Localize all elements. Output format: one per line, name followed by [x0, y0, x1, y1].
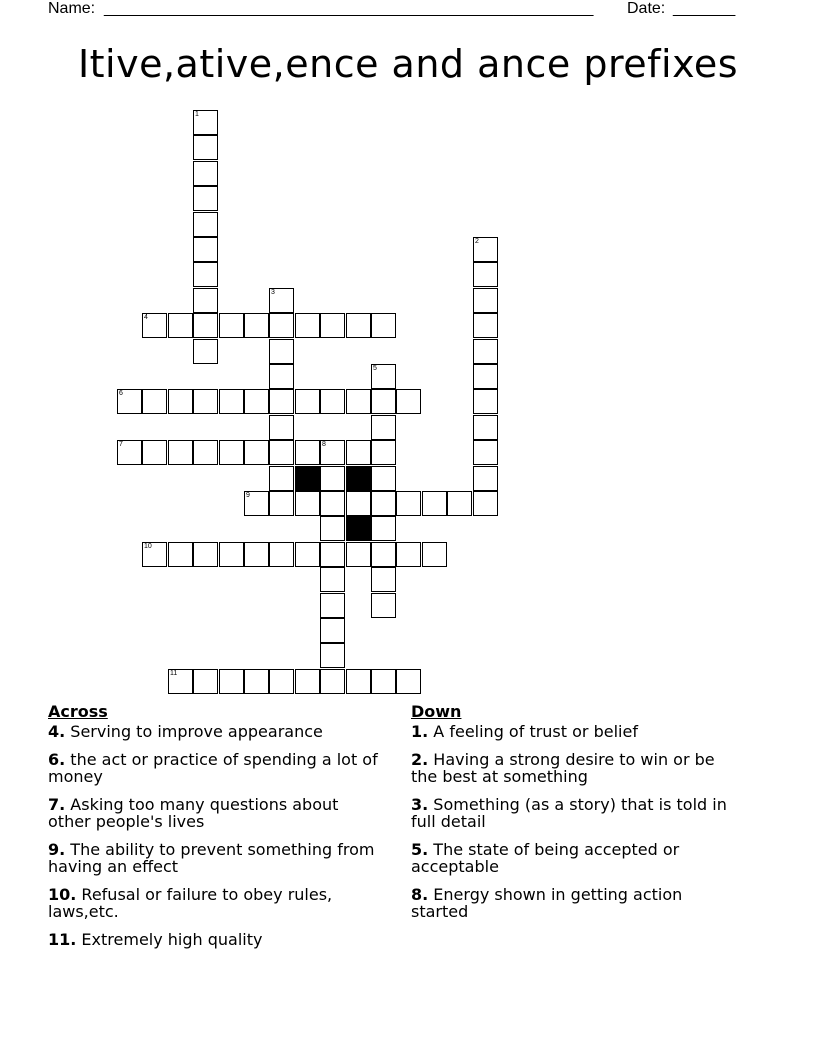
clue-text: Having a strong desire to win or be the best at something — [411, 750, 715, 786]
clue-text: Something (as a story) that is told in full detail — [411, 795, 727, 831]
grid-cell[interactable] — [320, 593, 345, 618]
clue-number-label: 7 — [119, 441, 123, 448]
grid-cell[interactable] — [473, 389, 498, 414]
down-clues — [411, 703, 741, 931]
down-clue — [411, 723, 741, 740]
clue-number: 11. — [48, 930, 77, 949]
grid-cell[interactable] — [320, 440, 345, 465]
grid-cell[interactable] — [473, 364, 498, 389]
grid-cell[interactable] — [371, 389, 396, 414]
grid-cell[interactable] — [219, 389, 244, 414]
across-clues — [48, 703, 378, 959]
page-title: Itive,ative,ence and ance prefixes — [77, 42, 739, 86]
black-cell — [295, 466, 320, 491]
grid-cell[interactable] — [219, 542, 244, 567]
clue-number-label: 1 — [195, 111, 199, 118]
grid-cell[interactable] — [473, 466, 498, 491]
clue-number: 1. — [411, 722, 429, 741]
grid-cell[interactable] — [371, 415, 396, 440]
clue-number: 10. — [48, 885, 77, 904]
grid-cell[interactable] — [193, 389, 218, 414]
clue-number: 6. — [48, 750, 66, 769]
clue-number-label: 8 — [322, 441, 326, 448]
across-clue — [48, 723, 378, 740]
down-clue — [411, 841, 741, 875]
clue-number-label: 3 — [271, 289, 275, 296]
grid-cell[interactable] — [193, 440, 218, 465]
grid-cell[interactable] — [473, 339, 498, 364]
grid-cell[interactable] — [320, 466, 345, 491]
grid-cell[interactable] — [320, 643, 345, 668]
grid-cell[interactable] — [320, 618, 345, 643]
clue-number: 2. — [411, 750, 429, 769]
clue-text: The state of being accepted or acceptable — [411, 840, 680, 876]
grid-cell[interactable] — [396, 389, 421, 414]
grid-cell[interactable] — [193, 313, 218, 338]
grid-cell[interactable] — [371, 593, 396, 618]
grid-cell[interactable] — [371, 567, 396, 592]
clue-number: 7. — [48, 795, 66, 814]
grid-cell[interactable] — [269, 491, 294, 516]
grid-cell[interactable] — [346, 669, 371, 694]
clue-number-label: 6 — [119, 390, 123, 397]
clue-text: Asking too many questions about other people's lives — [48, 795, 339, 831]
grid-cell[interactable] — [142, 313, 167, 338]
grid-cell[interactable] — [295, 542, 320, 567]
grid-cell[interactable] — [168, 389, 193, 414]
grid-cell[interactable] — [269, 288, 294, 313]
grid-cell[interactable] — [295, 440, 320, 465]
grid-cell[interactable] — [269, 669, 294, 694]
grid-cell[interactable] — [473, 491, 498, 516]
grid-cell[interactable] — [269, 339, 294, 364]
grid-cell[interactable] — [295, 491, 320, 516]
grid-cell[interactable] — [219, 313, 244, 338]
grid-cell[interactable] — [396, 669, 421, 694]
across-clue — [48, 796, 378, 830]
name-blank[interactable]: _______________________________________________________ — [104, 0, 594, 17]
grid-cell[interactable] — [269, 415, 294, 440]
grid-cell[interactable] — [269, 389, 294, 414]
grid-cell[interactable] — [142, 440, 167, 465]
grid-cell[interactable] — [269, 364, 294, 389]
grid-cell[interactable] — [346, 313, 371, 338]
grid-cell[interactable] — [422, 542, 447, 567]
clue-number: 8. — [411, 885, 429, 904]
grid-cell[interactable] — [295, 669, 320, 694]
grid-cell[interactable] — [193, 669, 218, 694]
grid-cell[interactable] — [193, 339, 218, 364]
grid-cell[interactable] — [371, 313, 396, 338]
clue-number: 4. — [48, 722, 66, 741]
across-clue — [48, 886, 378, 920]
across-clue-list — [48, 723, 378, 948]
clue-number-label: 2 — [475, 238, 479, 245]
grid-cell[interactable] — [346, 542, 371, 567]
grid-cell[interactable] — [346, 389, 371, 414]
grid-cell[interactable] — [193, 110, 218, 135]
grid-cell[interactable] — [473, 313, 498, 338]
grid-cell[interactable] — [346, 491, 371, 516]
across-clue — [48, 931, 378, 948]
grid-cell[interactable] — [219, 669, 244, 694]
clue-text: Refusal or failure to obey rules, laws,etc. — [48, 885, 333, 921]
clue-text: Serving to improve appearance — [65, 722, 323, 741]
grid-cell[interactable] — [193, 237, 218, 262]
down-clue — [411, 751, 741, 785]
grid-cell[interactable] — [193, 186, 218, 211]
grid-cell[interactable] — [142, 542, 167, 567]
name-label: Name: — [48, 0, 96, 17]
grid-cell[interactable] — [371, 440, 396, 465]
grid-cell[interactable] — [295, 313, 320, 338]
grid-cell[interactable] — [269, 542, 294, 567]
grid-cell[interactable] — [117, 440, 142, 465]
clue-number-label: 10 — [144, 543, 152, 550]
black-cell — [346, 466, 371, 491]
clue-number: 5. — [411, 840, 429, 859]
grid-cell[interactable] — [320, 491, 345, 516]
grid-cell[interactable] — [473, 288, 498, 313]
grid-cell[interactable] — [168, 669, 193, 694]
grid-cell[interactable] — [371, 491, 396, 516]
grid-cell[interactable] — [193, 262, 218, 287]
grid-cell[interactable] — [422, 491, 447, 516]
grid-cell[interactable] — [473, 237, 498, 262]
grid-cell[interactable] — [371, 516, 396, 541]
grid-cell[interactable] — [396, 491, 421, 516]
grid-cell[interactable] — [320, 542, 345, 567]
grid-cell[interactable] — [473, 262, 498, 287]
grid-cell[interactable] — [269, 466, 294, 491]
grid-cell[interactable] — [244, 313, 269, 338]
clue-number-label: 5 — [373, 365, 377, 372]
clue-text: Energy shown in getting action started — [411, 885, 683, 921]
grid-cell[interactable] — [269, 440, 294, 465]
grid-cell[interactable] — [168, 542, 193, 567]
clue-text: The ability to prevent something from having an effect — [48, 840, 375, 876]
grid-cell[interactable] — [320, 313, 345, 338]
grid-cell[interactable] — [320, 567, 345, 592]
grid-cell[interactable] — [244, 389, 269, 414]
grid-cell[interactable] — [371, 669, 396, 694]
grid-cell[interactable] — [193, 161, 218, 186]
grid-cell[interactable] — [142, 389, 167, 414]
grid-cell[interactable] — [244, 542, 269, 567]
across-heading: Across — [48, 702, 108, 721]
clue-number: 9. — [48, 840, 66, 859]
clue-number: 3. — [411, 795, 429, 814]
black-cell — [346, 516, 371, 541]
down-heading: Down — [411, 702, 462, 721]
down-clue-list — [411, 723, 741, 920]
date-label: Date: — [627, 0, 666, 17]
across-clue — [48, 751, 378, 785]
grid-cell[interactable] — [320, 669, 345, 694]
clue-text: the act or practice of spending a lot of money — [48, 750, 378, 786]
grid-cell[interactable] — [320, 516, 345, 541]
grid-cell[interactable] — [244, 669, 269, 694]
grid-cell[interactable] — [396, 542, 421, 567]
clue-text: Extremely high quality — [76, 930, 263, 949]
clue-number-label: 11 — [170, 670, 178, 677]
grid-cell[interactable] — [346, 440, 371, 465]
grid-cell[interactable] — [371, 542, 396, 567]
across-clue — [48, 841, 378, 875]
grid-cell[interactable] — [371, 466, 396, 491]
grid-cell[interactable] — [320, 389, 345, 414]
grid-cell[interactable] — [269, 313, 294, 338]
grid-cell[interactable] — [219, 440, 244, 465]
grid-cell[interactable] — [473, 415, 498, 440]
grid-cell[interactable] — [168, 313, 193, 338]
grid-cell[interactable] — [117, 389, 142, 414]
down-clue — [411, 886, 741, 920]
grid-cell[interactable] — [371, 364, 396, 389]
clue-number-label: 9 — [246, 492, 250, 499]
grid-cell[interactable] — [295, 389, 320, 414]
grid-cell[interactable] — [244, 440, 269, 465]
grid-cell[interactable] — [473, 440, 498, 465]
grid-cell[interactable] — [193, 542, 218, 567]
grid-cell[interactable] — [244, 491, 269, 516]
clue-text: A feeling of trust or belief — [428, 722, 638, 741]
grid-cell[interactable] — [168, 440, 193, 465]
down-clue — [411, 796, 741, 830]
date-blank[interactable]: _______ — [673, 0, 736, 17]
grid-cell[interactable] — [193, 212, 218, 237]
grid-cell[interactable] — [447, 491, 472, 516]
clue-number-label: 4 — [144, 314, 148, 321]
grid-cell[interactable] — [193, 135, 218, 160]
grid-cell[interactable] — [193, 288, 218, 313]
